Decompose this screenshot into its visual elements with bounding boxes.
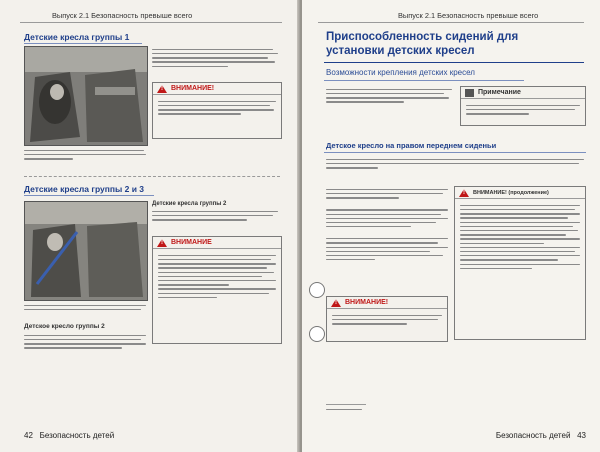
section2-warning-text: [153, 249, 281, 304]
group2-subheading: Детское кресло группы 2: [24, 323, 105, 330]
footnote-text: [326, 406, 366, 413]
subsection2-intro: [326, 156, 584, 171]
airbag-warning-title: ВНИМАНИЕ!: [345, 299, 389, 306]
note-title: Примечание: [478, 89, 521, 96]
section1-warning-text: [153, 95, 281, 121]
left-footer-title: Безопасность детей: [39, 431, 115, 440]
airbag-warning-box: [326, 296, 448, 342]
warning-triangle-icon: [157, 239, 167, 247]
continued-warning-header: [455, 187, 585, 199]
section1-title: Детские кресла группы 1: [24, 32, 130, 42]
warning-triangle-icon: [331, 299, 341, 307]
section-divider: [24, 176, 280, 177]
continued-warning-title: ВНИМАНИЕ! (продолжение): [473, 189, 549, 196]
right-footer: [496, 431, 586, 440]
note-text: [461, 99, 585, 120]
footnote-rule: [326, 404, 366, 405]
subsection2-title: Детское кресло на правом переднем сиденьи: [326, 141, 497, 150]
left-running-head: Выпуск 2.1 Безопасность превыше всего: [52, 11, 193, 20]
airbag-warning-text: [327, 309, 447, 330]
section2-paragraph: [152, 208, 278, 223]
left-footer: [24, 431, 114, 440]
right-page-number: 43: [577, 431, 586, 440]
continued-warning-box: [454, 186, 586, 340]
note-icon: [465, 89, 474, 97]
subsection2-rule: [324, 152, 586, 153]
right-page: [302, 0, 600, 452]
section2-warning-box: [152, 236, 282, 344]
section1-rule: [24, 43, 142, 44]
subsection1-rule: [324, 80, 524, 81]
right-running-head: Выпуск 2.1 Безопасность превыше всего: [398, 11, 539, 20]
left-page-number: 42: [24, 431, 33, 440]
section1-paragraph: [152, 46, 278, 70]
section2-rule: [24, 195, 154, 196]
continued-warning-text: [455, 199, 585, 275]
section2-subtitle: Детские кресла группы 2: [152, 201, 227, 207]
child-seat-photo-group1: [24, 46, 148, 146]
right-footer-title: Безопасность детей: [495, 431, 571, 440]
note-box: [460, 86, 586, 126]
binder-hole-top: [309, 282, 325, 298]
section1-warning-header: [153, 83, 281, 95]
group2-paragraph: [24, 332, 146, 352]
right-top-rule: [318, 22, 584, 23]
section2-warning-title: ВНИМАНИЕ: [171, 239, 212, 246]
binder-hole-bottom: [309, 326, 325, 342]
warning-triangle-icon: [459, 189, 469, 197]
warning-triangle-icon: [157, 85, 167, 93]
section2-title: Детские кресла группы 2 и 3: [24, 184, 145, 194]
photo1-caption: [24, 147, 146, 162]
main-title: Приспособленность сидений для установки детских кресел: [326, 31, 519, 57]
subsection2-column-text: [326, 186, 448, 263]
subsection1-title: Возможности крепления детских кресел: [326, 68, 475, 77]
child-seat-photo-group2-3: [24, 201, 148, 301]
main-title-rule: [324, 62, 584, 63]
subsection1-paragraph: [326, 86, 452, 106]
left-top-rule: [20, 22, 282, 23]
section1-warning-title: ВНИМАНИЕ!: [171, 85, 215, 92]
photo2-caption: [24, 302, 146, 313]
note-header: [461, 87, 585, 99]
airbag-warning-header: [327, 297, 447, 309]
section2-warning-header: [153, 237, 281, 249]
section1-warning-box: [152, 82, 282, 139]
